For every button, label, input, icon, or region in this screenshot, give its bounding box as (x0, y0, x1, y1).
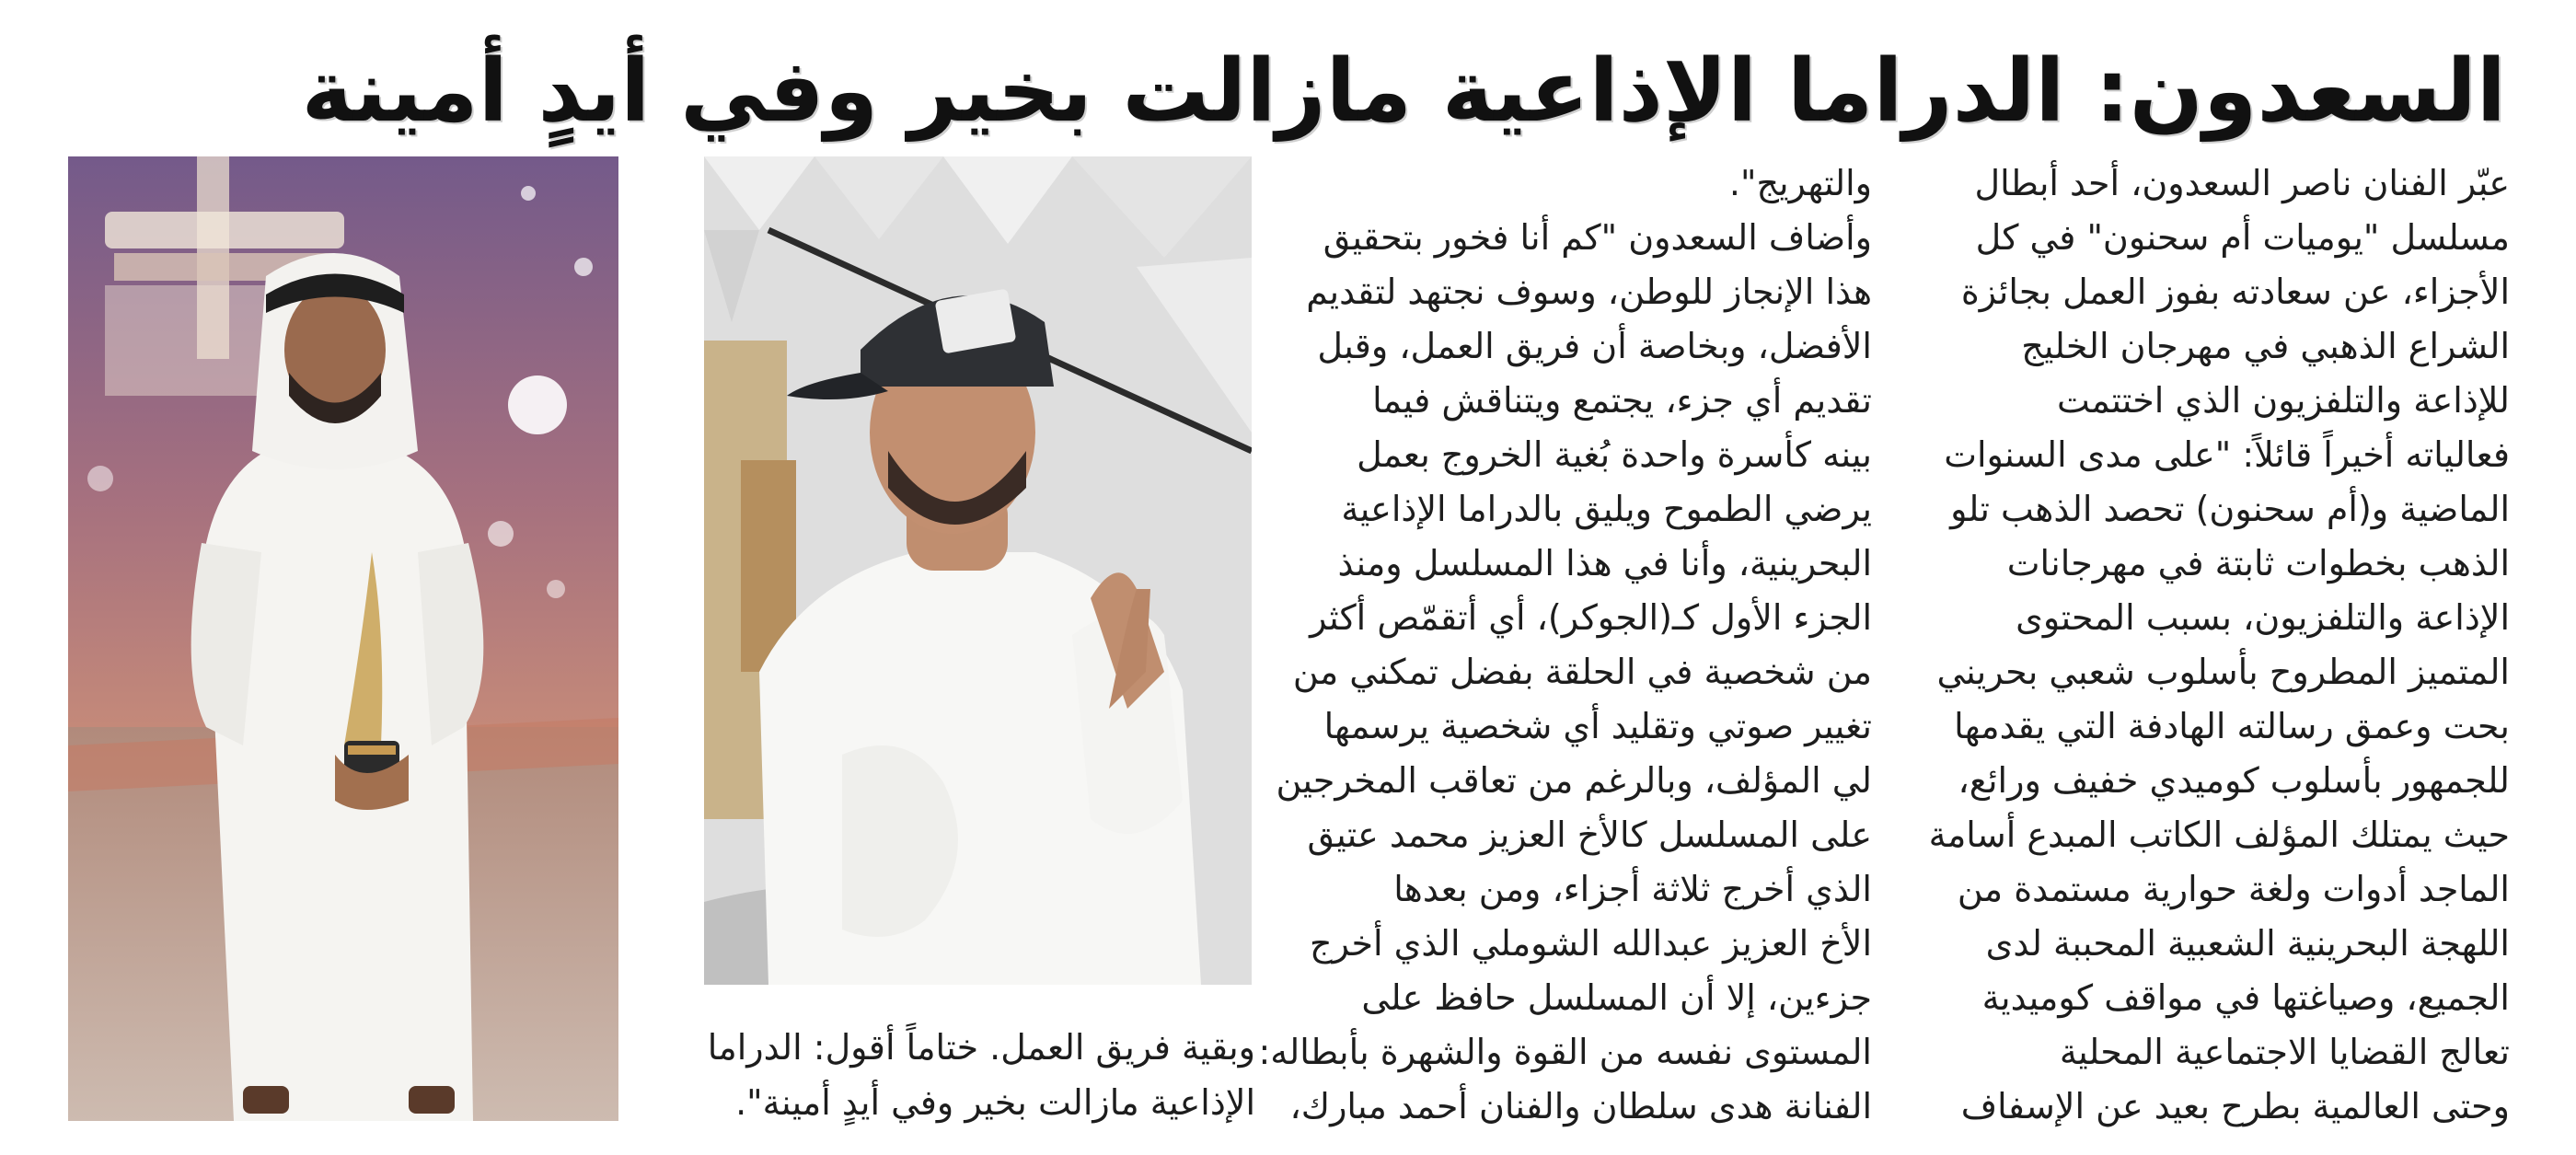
text-line: بينه كأسرة واحدة بُغية الخروج بعمل (1357, 434, 1872, 475)
text-line: وبقية فريق العمل. ختاماً أقول: الدراما (707, 1027, 1255, 1068)
text-line: الذي أخرج ثلاثة أجزاء، ومن بعدها (1393, 869, 1872, 909)
text-line: من شخصية في الحلقة بفضل تمكني من (1292, 652, 1872, 692)
text-line: يرضي الطموح ويليق بالدراما الإذاعية (1341, 489, 1872, 529)
text-line: الماضية و(أم سحنون) تحصد الذهب تلو (1950, 489, 2510, 529)
text-line: الشراع الذهبي في مهرجان الخليج (2021, 326, 2510, 366)
text-line: تقديم أي جزء، يجتمع ويتناقش فيما (1372, 380, 1872, 421)
text-line: للجمهور بأسلوب كوميدي خفيف ورائع، (1958, 760, 2510, 801)
text-line: لي المؤلف، وبالرغم من تعاقب المخرجين (1276, 760, 1872, 801)
text-line: تعالج القضايا الاجتماعية المحلية (2059, 1032, 2510, 1072)
article-column-1 (1921, 156, 2510, 1134)
text-line: المستوى نفسه من القوة والشهرة بأبطاله: (1258, 1032, 1872, 1072)
text-line: الذهب بخطوات ثابتة في مهرجانات (2006, 543, 2510, 583)
text-line: والتهريج". (1728, 163, 1872, 203)
text-line: الإذاعة والتلفزيون، بسبب المحتوى (2016, 597, 2510, 638)
photo-singer-illustration (704, 156, 1252, 985)
text-line: الماجد أدوات ولغة حوارية مستمدة من (1957, 869, 2510, 909)
article-headline: السعدون: الدراما الإذاعية مازالت بخير وفي أيدٍ أمينة (301, 40, 2506, 142)
text-line: المتميز المطروح بأسلوب شعبي بحريني (1936, 652, 2510, 692)
text-line: الإذاعية مازالت بخير وفي أيدٍ أمينة". (735, 1082, 1255, 1123)
text-line: تغيير صوتي وتقليد أي شخصية يرسمها (1323, 706, 1872, 746)
text-line: البحرينية، وأنا في هذا المسلسل ومنذ (1337, 543, 1872, 583)
text-line: جزءين، إلا أن المسلسل حافظ على (1361, 977, 1872, 1018)
text-line: اللهجة البحرينية الشعبية المحببة لدى (1985, 923, 2510, 964)
text-line: مسلسل "يوميات أم سحنون" في كل (1975, 217, 2510, 258)
text-line: الأخ العزيز عبدالله الشوملي الذي أخرج (1310, 923, 1872, 964)
text-line: عبّر الفنان ناصر السعدون، أحد أبطال (1974, 163, 2510, 203)
text-line: وحتى العالمية بطرح بعيد عن الإسفاف (1960, 1086, 2510, 1126)
article-column-2 (1258, 156, 1872, 1134)
photo-singer-with-cap (704, 156, 1252, 985)
text-line: للإذاعة والتلفزيون الذي اختتمت (2057, 380, 2510, 421)
text-line: الأفضل، وبخاصة أن فريق العمل، وقبل (1317, 326, 1872, 366)
article-column-3 (666, 1020, 1255, 1130)
photo-award-illustration (68, 156, 618, 1121)
text-line: الجميع، وصياغتها في مواقف كوميدية (1981, 977, 2510, 1018)
text-line: بحت وعمق رسالته الهادفة التي يقدمها (1954, 706, 2510, 746)
text-line: هذا الإنجاز للوطن، وسوف نجتهد لتقديم (1306, 271, 1872, 312)
photo-award-holder (68, 156, 618, 1121)
text-line: الفنانة هدى سلطان والفنان أحمد مبارك، (1289, 1086, 1872, 1126)
text-line: الأجزاء، عن سعادته بفوز العمل بجائزة (1960, 271, 2510, 312)
text-line: فعالياته أخيراً قائلاً: "على مدى السنوات (1944, 434, 2510, 475)
text-line: الجزء الأول كـ(الجوكر)، أي أتقمّص أكثر (1310, 597, 1872, 638)
text-line: حيث يمتلك المؤلف الكاتب المبدع أسامة (1928, 814, 2510, 855)
text-line: على المسلسل كالأخ العزيز محمد عتيق (1307, 814, 1872, 855)
text-line: وأضاف السعدون "كم أنا فخور بتحقيق (1323, 217, 1872, 258)
